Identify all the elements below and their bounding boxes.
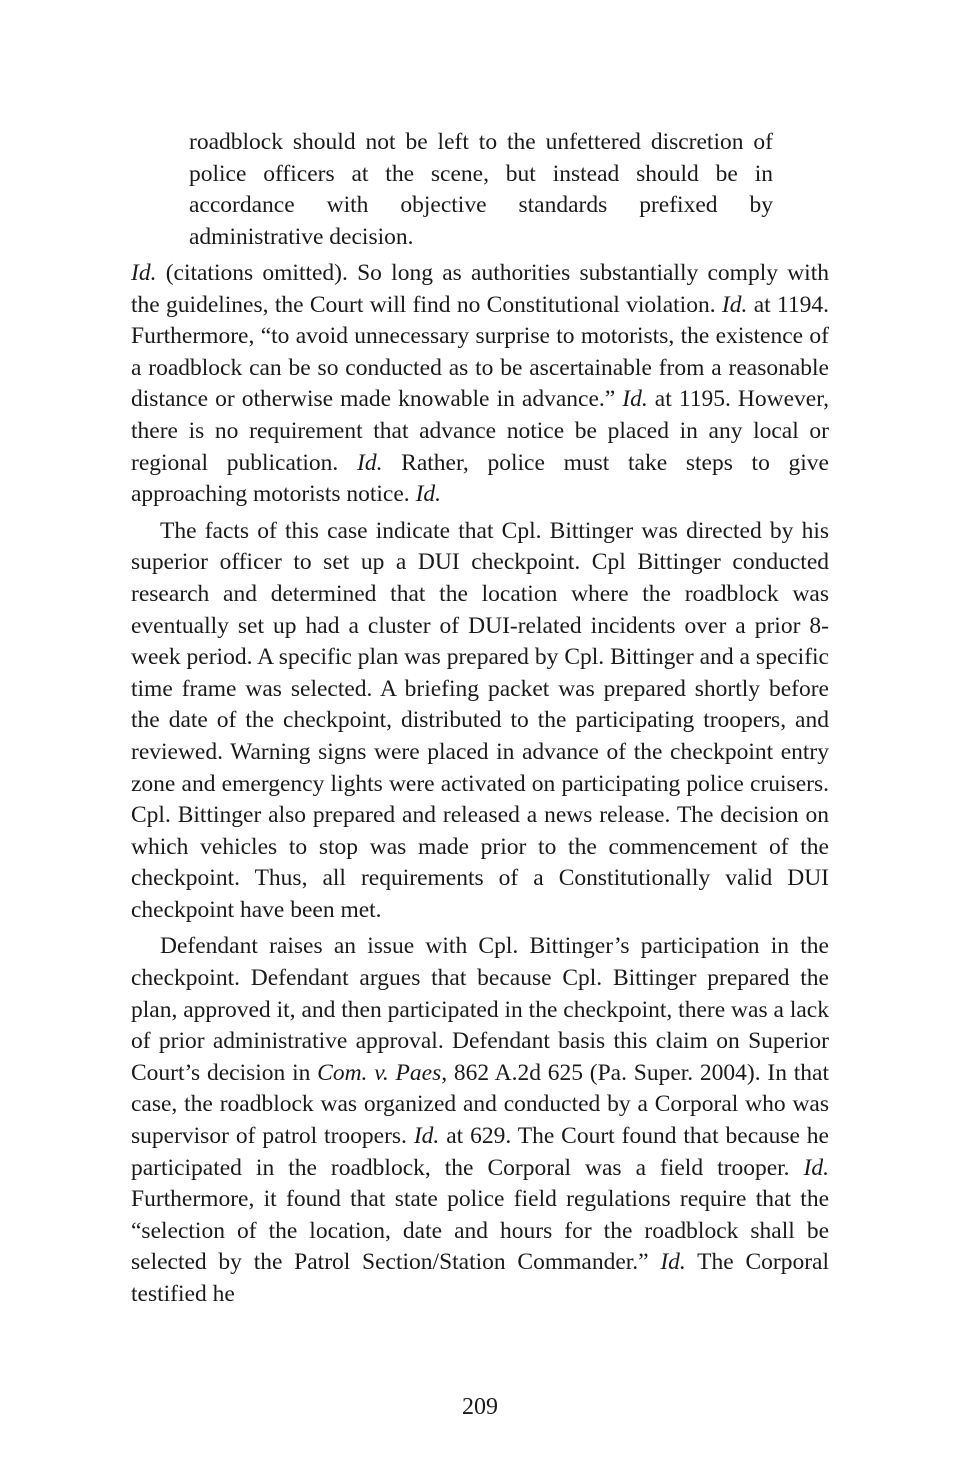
block-quote: roadblock should not be left to the unfettered discretion of police officers at the scene, but instead should be in accordance with objective standards prefixed by administrative decision. bbox=[189, 129, 773, 250]
paragraph-text: The Corporal testified he bbox=[131, 1249, 829, 1307]
paragraph-text: , 862 A.2d 625 (Pa. Super. 2004). In that case, the roadblock was organized and conducted by a Corporal who was supervisor of patrol troopers. bbox=[131, 1059, 830, 1150]
page-number: 209 bbox=[462, 1394, 498, 1420]
paragraph-2 bbox=[131, 516, 829, 927]
paragraph-text: (citations omitted). So long as authorities substantially comply with the guidelines, the Court will find no Constitutional violation. bbox=[131, 260, 829, 318]
paragraph-text: The facts of this case indicate that Cpl. Bittinger was directed by his superior officer to set up a DUI checkpoint. Cpl Bittinger conducted research and determined that the location where the roadblock was eventually set up had a cluster of DUI-related incidents over a prior 8-week period. A specific plan was prepared by Cpl. Bittinger and a specific time frame was selected. A briefing packet was prepared shortly before the date of the checkpoint, distributed to the participating troopers, and reviewed. Warning signs were placed in advance of the checkpoint entry zone and emergency lights were activated on participating police cruisers. Cpl. Bittinger also prepared and released a news release. The decision on which vehicles to stop was made prior to the commencement of the checkpoint. Thus, all requirements of a Constitutionally valid DUI checkpoint have been met. bbox=[131, 517, 829, 923]
citation-id: Id. bbox=[721, 291, 748, 318]
citation-id: Id. bbox=[622, 386, 648, 413]
citation-id: Id. bbox=[415, 481, 442, 508]
paragraph-text: at 629. The Court found that because he participated in the roadblock, the Corporal was a field trooper. bbox=[131, 1123, 829, 1181]
paragraph-text: Rather, police must take steps to give approaching motorists notice. bbox=[131, 449, 829, 508]
citation-id: Id. bbox=[660, 1249, 686, 1276]
citation-id: Id. bbox=[131, 260, 157, 286]
case-citation: Com. v. Paes bbox=[317, 1059, 442, 1086]
paragraph-text: Defendant raises an issue with Cpl. Bittinger’s participation in the checkpoint. Defendant argues that because Cpl. Bittinger prepared the plan, approved it, and then participated in the checkpoint, there was a lack of prior administrative approval. Defendant basis this claim on Superior Court’s decision in bbox=[131, 933, 829, 1086]
body-text bbox=[131, 258, 829, 1316]
citation-id: Id. bbox=[413, 1123, 440, 1150]
paragraph-text: at 1195. However, there is no requirement that advance notice be placed in any local or regional publication. bbox=[131, 386, 829, 476]
paragraph-1 bbox=[131, 258, 829, 511]
paragraph-text: Furthermore, it found that state police field regulations require that the “selection of the location, date and hours for the roadblock shall be selected by the Patrol Section/Station Commander.” bbox=[131, 1186, 829, 1276]
paragraph-3 bbox=[131, 931, 829, 1310]
citation-id: Id. bbox=[357, 449, 383, 476]
citation-id: Id. bbox=[803, 1154, 829, 1181]
paragraph-text: at 1194. Furthermore, “to avoid unnecessary surprise to motorists, the existence of a roadblock can be so conducted as to be ascertainable from a reasonable distance or otherwise made knowable in advance.” bbox=[131, 291, 829, 413]
